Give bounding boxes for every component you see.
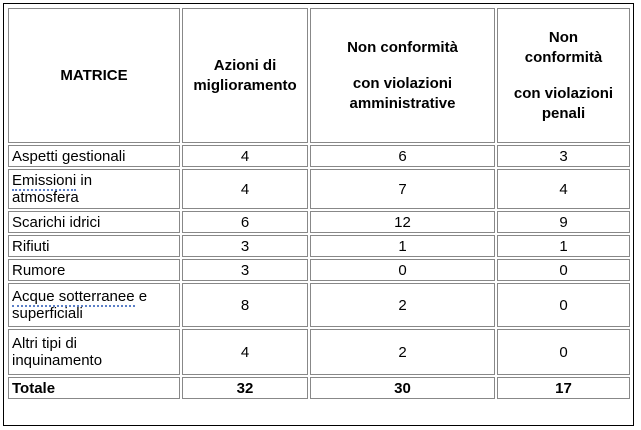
header-azioni-miglioramento	[182, 8, 308, 143]
glossary-link-acque-sotterranee[interactable]: Acque sotterranee	[12, 288, 135, 305]
total-amministrative: 30	[310, 377, 495, 399]
row-label	[8, 283, 180, 327]
table-row	[8, 283, 630, 327]
header-matrice: MATRICE	[8, 8, 180, 143]
cell-azioni: 3	[182, 235, 308, 257]
row-label-line1: Altri tipi di	[12, 335, 78, 352]
cell-azioni: 8	[182, 283, 308, 327]
row-label	[8, 169, 180, 209]
total-penali: 17	[497, 377, 630, 399]
total-row	[8, 377, 630, 399]
cell-azioni: 4	[182, 169, 308, 209]
header-azioni-line2: miglioramento	[193, 76, 297, 94]
cell-amministrative: 0	[310, 259, 495, 281]
header-row	[8, 8, 630, 143]
row-label-line2: inquinamento	[12, 352, 103, 369]
cell-penali: 0	[497, 259, 630, 281]
data-table	[6, 6, 632, 401]
cell-azioni: 4	[182, 145, 308, 167]
header-amm-line3: amministrative	[349, 94, 456, 112]
data-table-frame	[3, 3, 634, 426]
header-amm-line2: con violazioni	[352, 74, 453, 92]
table-row	[8, 169, 630, 209]
cell-azioni: 4	[182, 329, 308, 375]
header-amm-line1: Non conformità	[347, 38, 458, 56]
row-label: Rifiuti	[8, 235, 180, 257]
row-label-rest: in	[76, 172, 93, 189]
cell-penali: 0	[497, 283, 630, 327]
header-pen-line1: Non	[548, 28, 579, 46]
table-row	[8, 259, 630, 281]
table-row	[8, 211, 630, 233]
row-label-line2: superficiali	[12, 305, 83, 322]
row-label: Scarichi idrici	[8, 211, 180, 233]
table-row	[8, 329, 630, 375]
cell-azioni: 6	[182, 211, 308, 233]
total-label: Totale	[8, 377, 180, 399]
total-azioni: 32	[182, 377, 308, 399]
cell-penali: 9	[497, 211, 630, 233]
cell-penali: 3	[497, 145, 630, 167]
row-label: Aspetti gestionali	[8, 145, 180, 167]
cell-penali: 0	[497, 329, 630, 375]
row-label-line2: atmosfera	[12, 189, 79, 206]
cell-penali: 4	[497, 169, 630, 209]
cell-amministrative: 2	[310, 283, 495, 327]
cell-amministrative: 1	[310, 235, 495, 257]
cell-amministrative: 2	[310, 329, 495, 375]
cell-azioni: 3	[182, 259, 308, 281]
header-pen-line4: penali	[541, 104, 586, 122]
row-label: Rumore	[8, 259, 180, 281]
row-label	[8, 329, 180, 375]
cell-amministrative: 6	[310, 145, 495, 167]
table-row	[8, 145, 630, 167]
cell-amministrative: 7	[310, 169, 495, 209]
header-non-conformita-penali	[497, 8, 630, 143]
header-pen-line3: con violazioni	[513, 84, 614, 102]
header-azioni-line1: Azioni di	[213, 56, 277, 74]
cell-penali: 1	[497, 235, 630, 257]
table-row	[8, 235, 630, 257]
header-non-conformita-amministrative	[310, 8, 495, 143]
header-pen-line2: conformità	[524, 48, 603, 66]
glossary-link-emissioni[interactable]: Emissioni	[12, 172, 77, 189]
row-label-rest: e	[134, 288, 148, 305]
cell-amministrative: 12	[310, 211, 495, 233]
